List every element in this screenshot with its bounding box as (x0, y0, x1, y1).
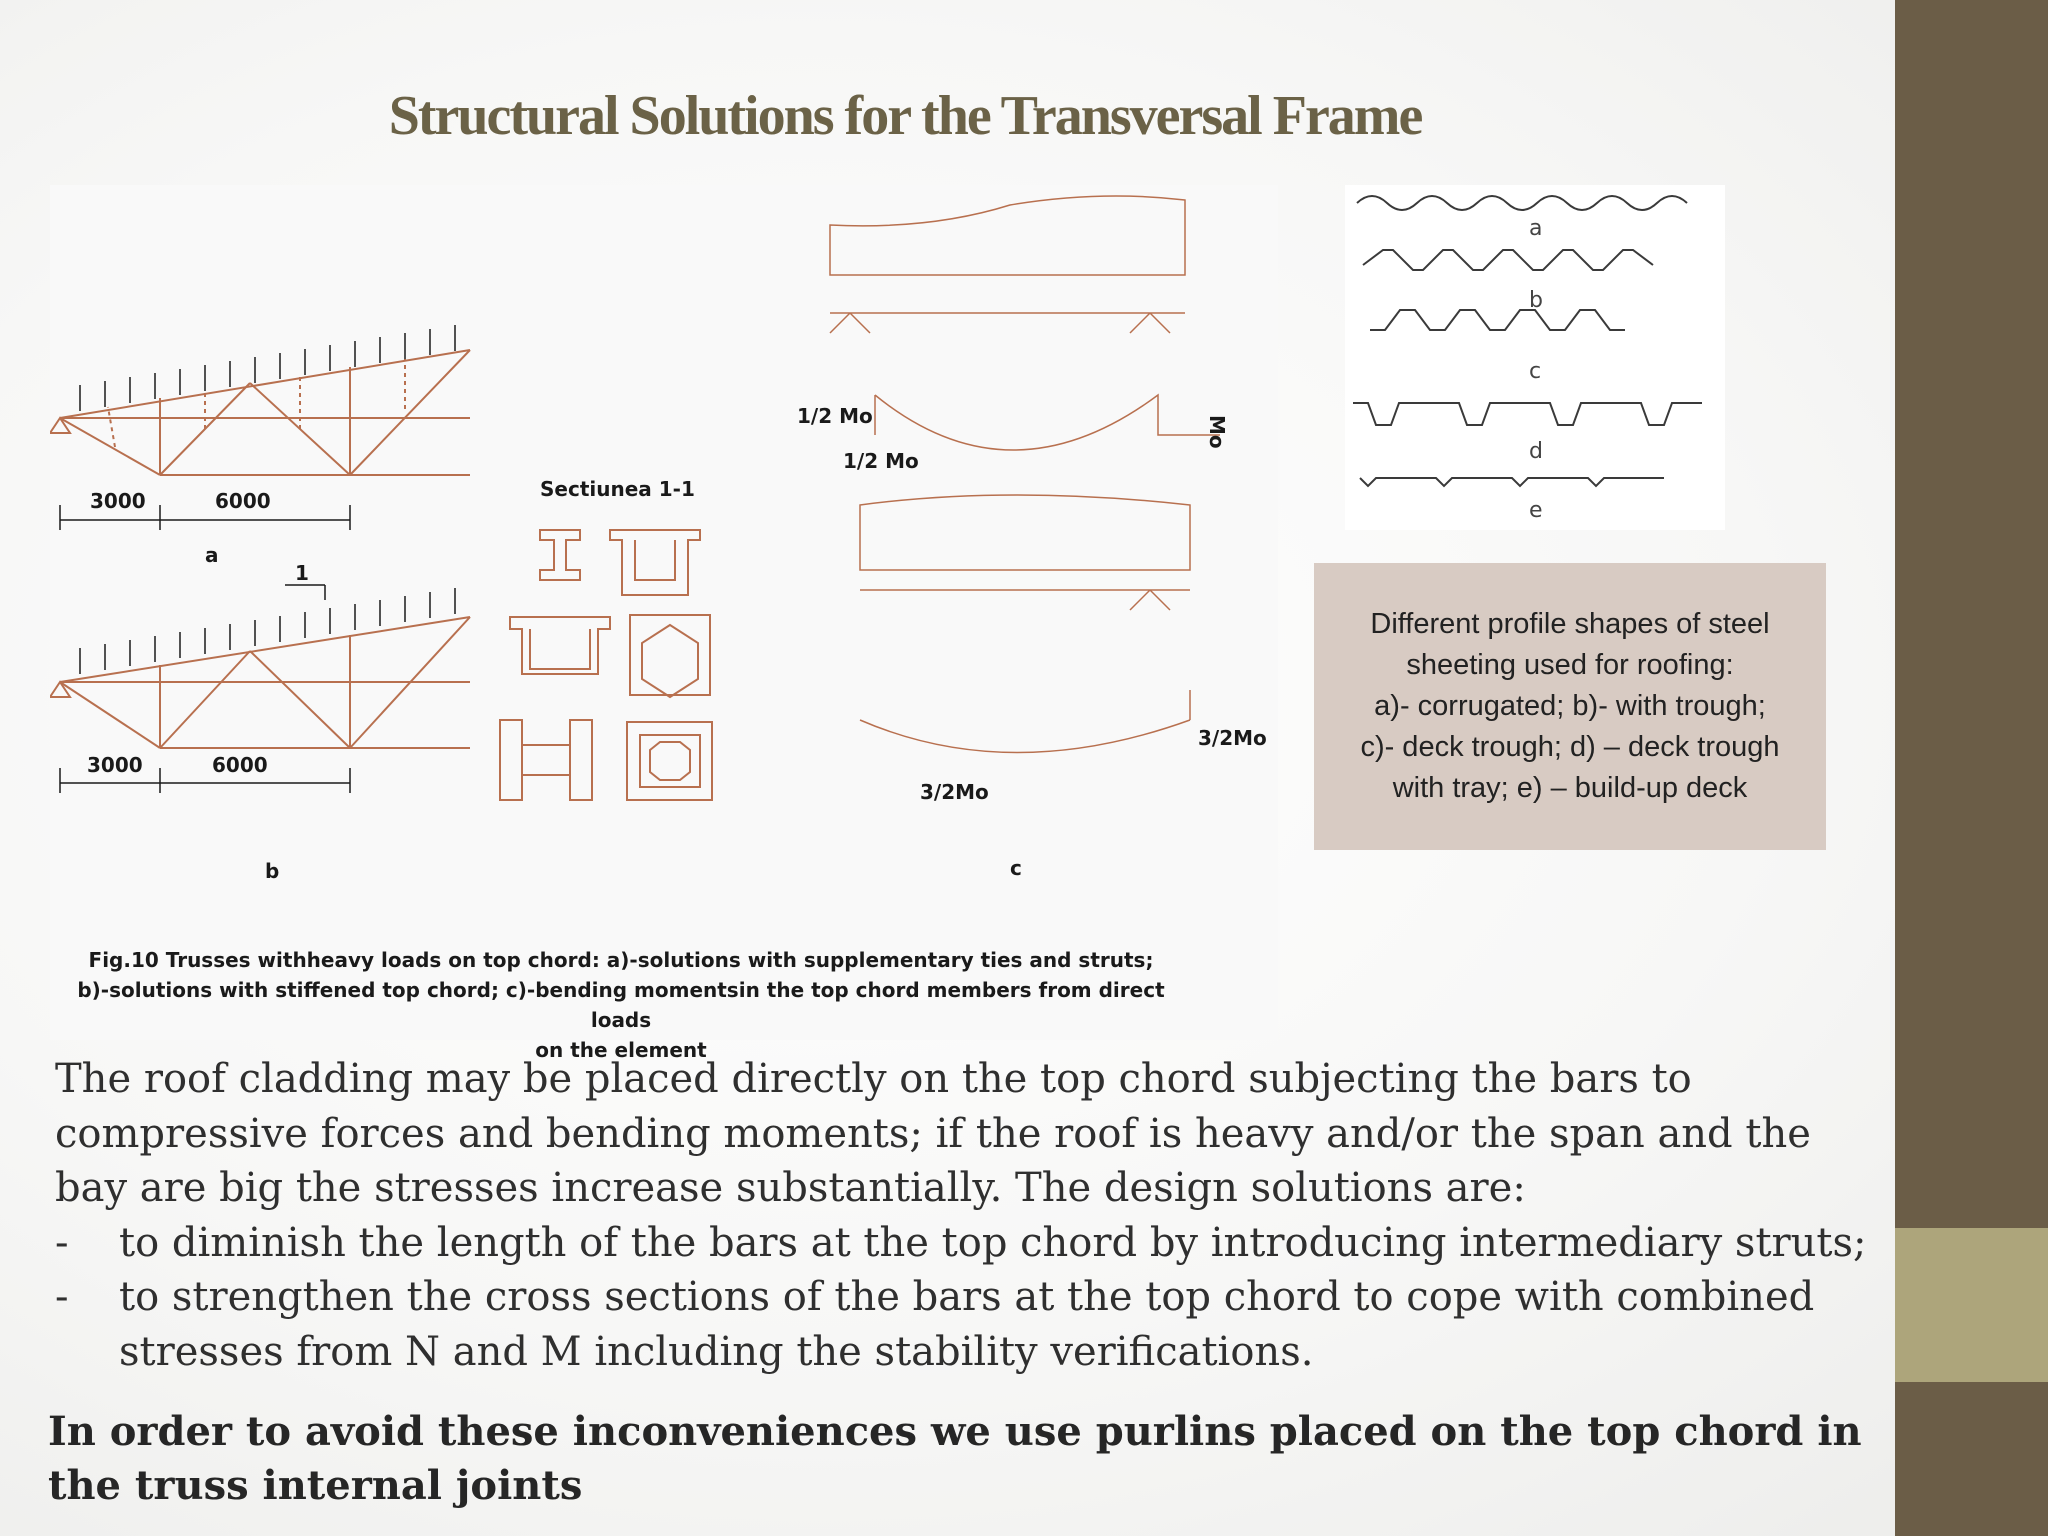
truss-b-loads (80, 588, 455, 674)
dim-6000-b: 6000 (212, 753, 268, 777)
moment-half-top: 1/2 Mo (797, 404, 873, 428)
dim-3000-b: 3000 (87, 753, 143, 777)
profile-buildup (1360, 478, 1664, 486)
moment-three-half-right: 3/2Mo (1198, 726, 1267, 750)
label-b: b (265, 859, 280, 883)
sheeting-profiles-diagram (1345, 185, 1725, 530)
caption-line: on the element (535, 1038, 707, 1062)
bullet-item (55, 1216, 1895, 1271)
sheeting-profiles (1345, 185, 1725, 530)
profile-label-a: a (1529, 216, 1543, 241)
dim-3000-a: 3000 (90, 489, 146, 513)
conclusion-paragraph: In order to avoid these inconveniences we use purlins placed on the top chord in the truss internal joints (48, 1408, 1862, 1509)
label-a: a (205, 543, 219, 567)
cross-sections (500, 530, 712, 800)
legend-line: a)- corrugated; b)- with trough; (1374, 690, 1766, 722)
profile-corrugated (1357, 196, 1687, 210)
bullet-marker: - (55, 1219, 69, 1266)
dim-6000-a: 6000 (215, 489, 271, 513)
legend-line: with tray; e) – build-up deck (1392, 772, 1748, 804)
profile-label-e: e (1529, 498, 1543, 523)
profile-deck-tray (1353, 403, 1702, 425)
truss-b (50, 617, 470, 748)
slide-title: Structural Solutions for the Transversal Frame (388, 85, 1422, 147)
legend-line: c)- deck trough; d) – deck trough (1360, 731, 1780, 763)
truss-figure (50, 185, 1278, 1040)
conclusion-text (48, 1405, 1888, 1513)
moment-three-half-bottom: 3/2Mo (920, 780, 989, 804)
truss-diagram (50, 185, 1278, 1040)
bullet-text: to strengthen the cross sections of the bars at the top chord to cope with combined stresses from N and M including the stability verifications. (119, 1274, 1815, 1375)
profile-trough (1363, 250, 1653, 270)
label-c: c (1010, 856, 1022, 880)
body-text (55, 1052, 1895, 1379)
truss-a (50, 350, 470, 475)
bullet-marker: - (55, 1274, 69, 1320)
legend-line: sheeting used for roofing: (1406, 649, 1734, 681)
figure-caption (50, 945, 1192, 1065)
profile-label-b: b (1529, 288, 1543, 313)
bullet-text: to diminish the length of the bars at the top chord by introducing intermediary struts; (119, 1219, 1867, 1266)
moment-mo: Mo (1205, 415, 1229, 449)
profile-label-c: c (1529, 359, 1542, 384)
section-marker: 1 (295, 561, 309, 585)
profile-deck-trough (1370, 310, 1625, 330)
caption-line: Fig.10 Trusses withheavy loads on top chord: a)-solutions with supplementary ties and struts; (88, 948, 1154, 972)
sidebar-accent (1895, 1228, 2048, 1382)
legend-line: Different profile shapes of steel (1370, 608, 1770, 640)
caption-line: b)-solutions with stiffened top chord; c)-bending momentsin the top chord members from direct loads (77, 978, 1165, 1032)
moment-diagrams (830, 196, 1220, 753)
body-paragraph: The roof cladding may be placed directly on the top chord subjecting the bars to compressive forces and bending moments; if the roof is heavy and/or the span and the bay are big the stresses increase substantially. The design solutions are: (55, 1056, 1811, 1211)
moment-half-bottom: 1/2 Mo (843, 449, 919, 473)
profiles-legend (1314, 563, 1826, 850)
profile-label-d: d (1529, 439, 1543, 464)
section-title: Sectiunea 1-1 (540, 477, 695, 501)
bullet-item (55, 1270, 1895, 1379)
